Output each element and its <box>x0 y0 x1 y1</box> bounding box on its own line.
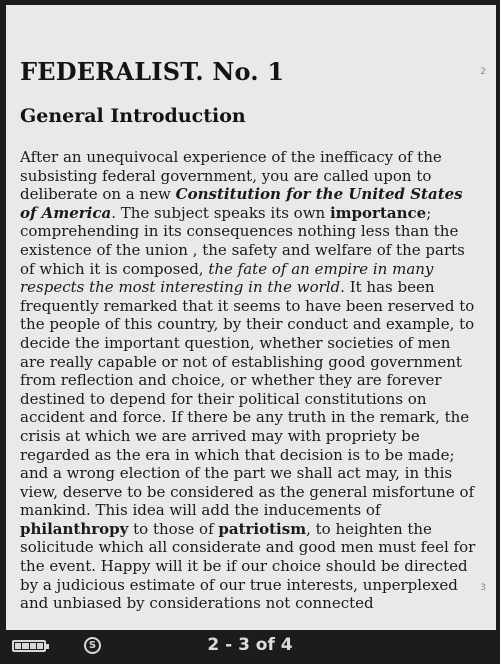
sync-icon[interactable]: S <box>84 637 101 654</box>
body-text-segment: , to heighten the solicitude which all considerate and good men must feel for the event. Happy will it be if our choice should be directed by a judicious estimate of our true interests, unperplexed and unbiased by considerations not connected <box>20 519 476 613</box>
body-text-segment: . The subject speaks its own <box>111 203 330 222</box>
emphasis-patriotism: patriotism <box>218 519 307 538</box>
body-text <box>20 148 478 613</box>
section-title: General Introduction <box>20 105 246 127</box>
page-number-marker-bottom: 3 <box>480 583 486 593</box>
body-text-segment: ; comprehending in its consequences nothing less than the existence of the union , the safety and welfare of the parts of which it is composed, <box>20 203 465 278</box>
chapter-title: FEDERALIST. No. 1 <box>20 57 285 86</box>
body-text-segment: to those of <box>128 519 219 538</box>
emphasis-fate-of-empire: the fate of an empire in many respects the most interesting in the world <box>20 259 434 297</box>
page-number-marker-top: 2 <box>480 67 486 77</box>
page-indicator: 2 - 3 of 4 <box>207 635 293 655</box>
body-text-segment: After an unequivocal experience of the inefficacy of the subsisting federal government, you are called upon to deliberate on a new <box>20 148 442 204</box>
body-text-segment: . It has been frequently remarked that it seems to have been reserved to the people of this country, by their conduct and example, to decide the important question, whether societies of men are really capable or not of establishing good government from reflection and choice, or whether they are forever destined to depend for their political constitutions on accident and force. If there be any truth in the remark, the crisis at which we are arrived may with propriety be regarded as the era in which that decision is to be made; and a wrong election of the part we shall act may, in this view, deserve to be considered as the general misfortune of mankind. This idea will add the inducements of <box>20 278 475 520</box>
reader-page[interactable] <box>6 5 496 630</box>
emphasis-importance: importance <box>329 203 427 222</box>
emphasis-constitution: Constitution for the United States of America <box>20 185 463 222</box>
status-bar <box>0 632 500 664</box>
emphasis-philanthropy: philanthropy <box>20 519 129 538</box>
